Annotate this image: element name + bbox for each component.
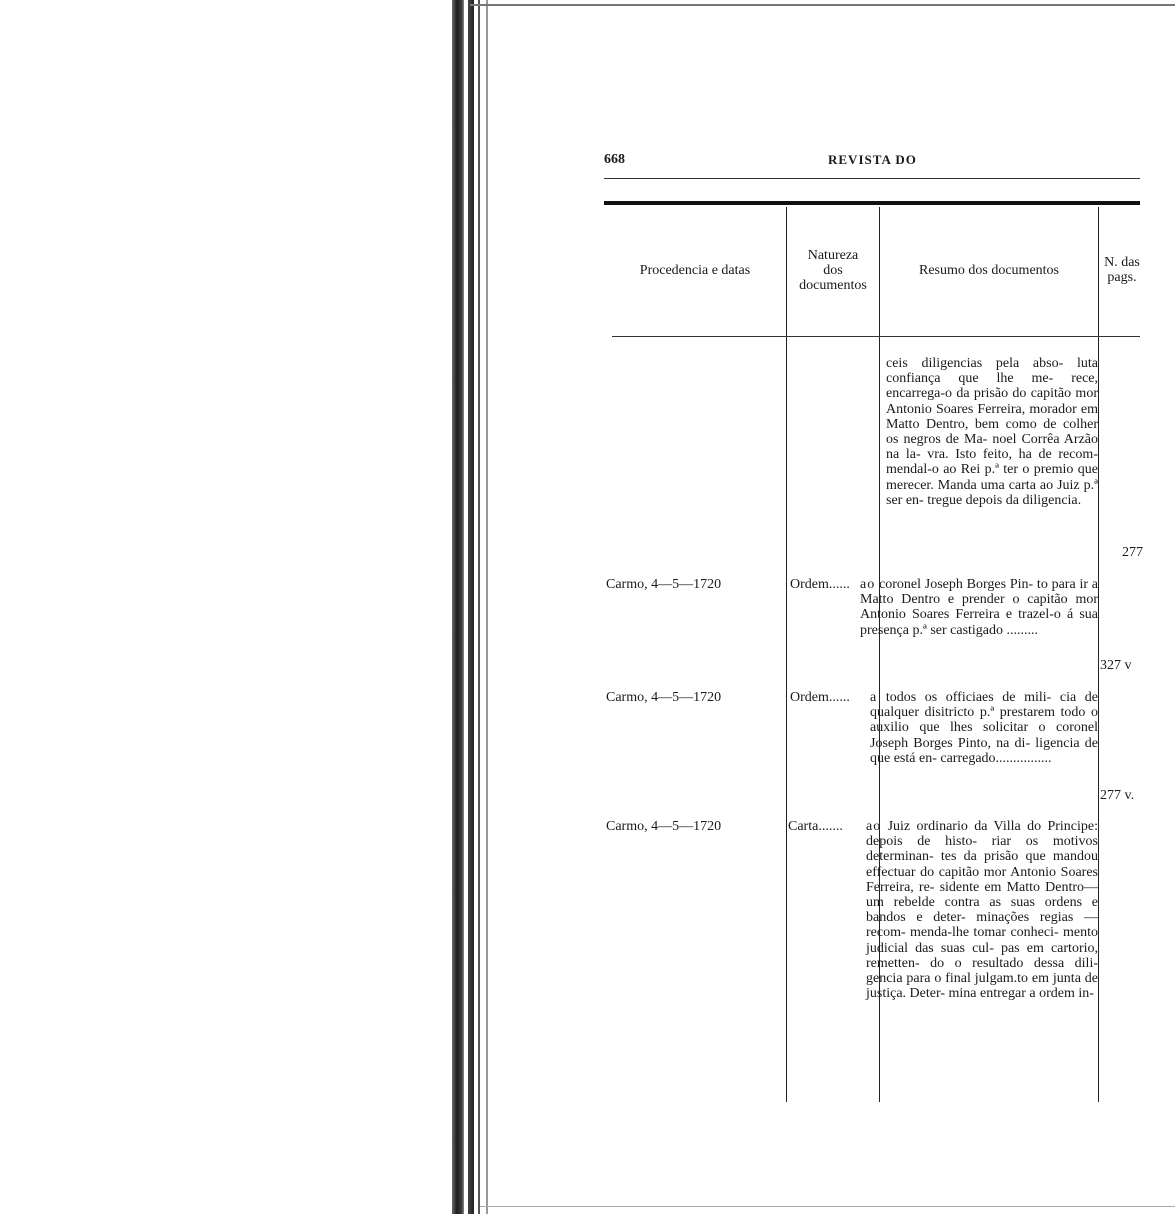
row-4-natureza: Carta....... bbox=[788, 819, 843, 834]
col-header-resumo: Resumo dos documentos bbox=[919, 263, 1059, 278]
row-3-resumo-text: todos os officiaes de mili- cia de qualquer disitricto p.ª prestarem todo o auxilio que lhes solicitar o coronel Joseph Borges Pinto, na di- ligencia de que está en- carregado................ bbox=[870, 690, 1099, 766]
row-2-natureza: Ordem...... bbox=[790, 577, 850, 592]
page-number: 668 bbox=[604, 152, 625, 167]
header-rule bbox=[604, 178, 1140, 179]
row-2-resumo-text: coronel Joseph Borges Pin- to para ir a Matto Dentro e prender o capitão mor Antonio Soares Ferreira e trazel-o á sua presença p.ª ser castigado ......... bbox=[860, 577, 1098, 638]
row-2-resumo bbox=[860, 577, 1098, 638]
col-header-natureza-line-3: documentos bbox=[799, 278, 867, 293]
row-4-procedencia: Carmo, 4—5—1720 bbox=[606, 819, 722, 834]
row-4-resumo bbox=[866, 819, 1098, 1001]
row-4-resumo-lead: ao bbox=[866, 819, 882, 834]
table-top-rule bbox=[604, 201, 1140, 205]
col-header-paginas bbox=[1100, 255, 1144, 285]
page-bottom-edge bbox=[480, 1206, 1175, 1207]
column-divider-3 bbox=[1098, 207, 1099, 1102]
row-2-pagina: 327 v bbox=[1100, 658, 1132, 673]
row-4-resumo-text: Juiz ordinario da Villa do Principe: depois de histo- riar os motivos determinan- tes da prisão que mandou effectuar do capitão mor Antonio Soares Ferreira, re- sidente em Matto Dentro— um rebelde contra as suas ordens e bandos e deter- minações regias — recom- menda-lhe tomar conheci- mento judicial das suas cul- pas em cartorio, remetten- do o resultado dessa dili- gencia para o final julgam.to em junta de justiça. Deter- mina entregar a ordem in- bbox=[866, 819, 1098, 1002]
col-header-paginas-line-1: N. das bbox=[1104, 255, 1140, 270]
column-divider-1 bbox=[786, 207, 787, 1102]
row-3-natureza: Ordem...... bbox=[790, 690, 850, 705]
row-3-resumo-lead: a bbox=[870, 690, 878, 705]
running-title: REVISTA DO bbox=[828, 152, 917, 167]
row-3-procedencia: Carmo, 4—5—1720 bbox=[606, 690, 722, 705]
page-top-edge bbox=[470, 4, 1175, 6]
header-bottom-rule bbox=[612, 336, 1140, 337]
row-3-pagina: 277 v. bbox=[1100, 788, 1135, 803]
row-3-resumo bbox=[870, 690, 1098, 766]
row-2-procedencia: Carmo, 4—5—1720 bbox=[606, 577, 722, 592]
row-1-pagina: 277 bbox=[1122, 545, 1143, 560]
col-header-natureza bbox=[788, 248, 878, 293]
row-1-resumo: ceis diligencias pela abso- luta confiança que lhe me- rece, encarrega-o da prisão do capitão mor Antonio Soares Ferreira, morador em Matto Dentro, bem como de colher os negros de Ma- noel Corrêa Arzão na la- vra. Isto feito, ha de recom- mendal-o ao Rei p.ª ter o premio que merecer. Manda uma carta ao Juiz p.ª ser en- tregue depois da diligencia. bbox=[886, 356, 1098, 508]
book-binding-shadow bbox=[440, 0, 500, 1214]
col-header-natureza-line-2: dos bbox=[823, 263, 843, 278]
col-header-procedencia: Procedencia e datas bbox=[639, 263, 751, 278]
col-header-paginas-line-2: pags. bbox=[1107, 270, 1137, 285]
row-2-resumo-lead: ao bbox=[860, 577, 876, 592]
col-header-natureza-line-1: Natureza bbox=[807, 248, 859, 263]
